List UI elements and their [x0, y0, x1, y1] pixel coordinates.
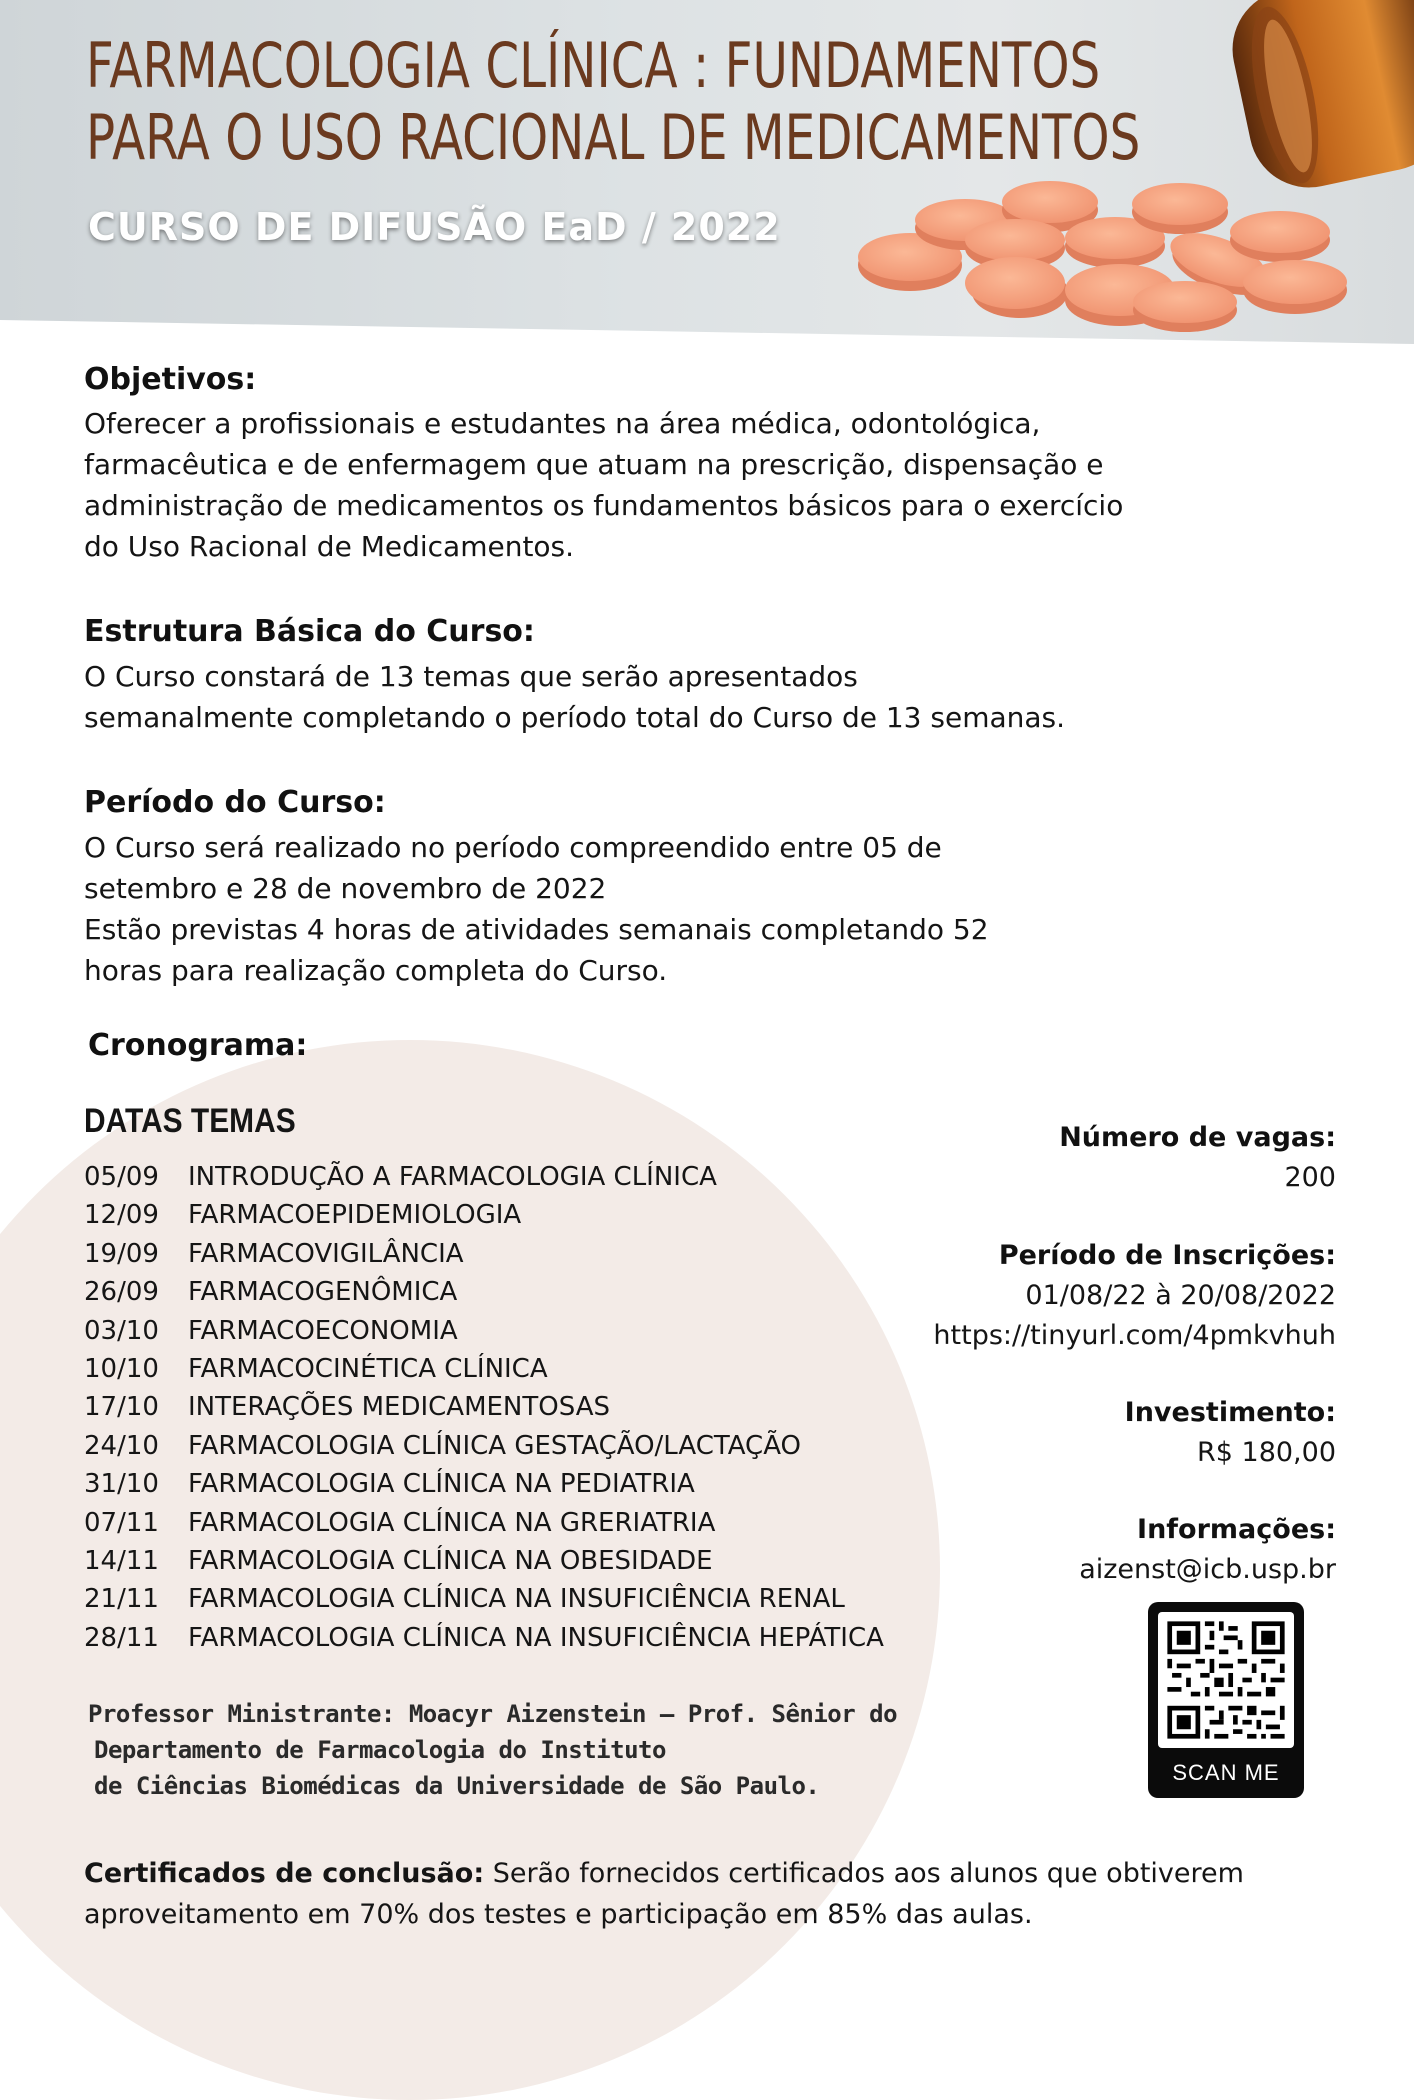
cronograma-heading: Cronograma: [88, 1028, 308, 1063]
qr-code-icon [1158, 1612, 1294, 1748]
schedule-theme: FARMACOLOGIA CLÍNICA NA GRERIATRIA [188, 1507, 716, 1538]
professor-info [88, 1696, 897, 1804]
schedule-theme: FARMACOLOGIA CLÍNICA NA INSUFICIÊNCIA HEPÁTICA [188, 1622, 884, 1653]
vagas-label: Número de vagas: [1059, 1122, 1336, 1153]
schedule-theme: FARMACOLOGIA CLÍNICA GESTAÇÃO/LACTAÇÃO [188, 1430, 802, 1461]
professor-line: de Ciências Biomédicas da Universidade de São Paulo. [94, 1772, 820, 1800]
title-line-2: PARA O USO RACIONAL DE MEDICAMENTOS [86, 101, 1141, 174]
schedule-date: 26/09 [84, 1277, 159, 1308]
estrutura-line: semanalmente completando o período total do Curso de 13 semanas. [84, 701, 1066, 734]
schedule-row [84, 1465, 884, 1503]
informacoes-block [1079, 1510, 1336, 1590]
schedule-theme: FARMACOGENÔMICA [188, 1277, 458, 1308]
periodo-heading: Período do Curso: [84, 785, 386, 820]
course-subtitle: CURSO DE DIFUSÃO EaD / 2022 [88, 205, 781, 249]
schedule-columns-label: DATAS TEMAS [84, 1102, 296, 1140]
periodo-line: O Curso será realizado no período compreendido entre 05 de [84, 831, 942, 864]
schedule-theme: FARMACOEPIDEMIOLOGIA [188, 1200, 522, 1231]
schedule-theme: FARMACOCINÉTICA CLÍNICA [188, 1353, 548, 1384]
schedule-date: 19/09 [84, 1238, 159, 1269]
periodo-text [84, 827, 989, 991]
objetivos-text [84, 403, 1123, 567]
schedule-theme: INTERAÇÕES MEDICAMENTOSAS [188, 1392, 611, 1423]
schedule-theme: FARMACOLOGIA CLÍNICA NA OBESIDADE [188, 1545, 713, 1576]
objetivos-line: farmacêutica e de enfermagem que atuam na prescrição, dispensação e [84, 448, 1104, 481]
schedule-date: 10/10 [84, 1353, 159, 1384]
schedule-row [84, 1158, 884, 1196]
schedule-date: 21/11 [84, 1584, 159, 1615]
periodo-line: setembro e 28 de novembro de 2022 [84, 872, 607, 905]
schedule-theme: INTRODUÇÃO A FARMACOLOGIA CLÍNICA [188, 1162, 717, 1192]
schedule-date: 24/10 [84, 1430, 159, 1461]
informacoes-label: Informações: [1137, 1514, 1336, 1545]
periodo-line: horas para realização completa do Curso. [84, 954, 668, 987]
qr-scan-label: SCAN ME [1172, 1760, 1280, 1785]
title-line-1: FARMACOLOGIA CLÍNICA : FUNDAMENTOS [86, 29, 1101, 102]
objetivos-line: do Uso Racional de Medicamentos. [84, 530, 575, 563]
schedule-row [84, 1350, 884, 1388]
investimento-label: Investimento: [1124, 1397, 1336, 1428]
vagas-value: 200 [1284, 1162, 1336, 1193]
certificados-line: Serão fornecidos certificados aos alunos que obtiverem [484, 1858, 1244, 1889]
schedule-date: 28/11 [84, 1622, 159, 1653]
schedule-row [84, 1580, 884, 1618]
investimento-value: R$ 180,00 [1197, 1437, 1336, 1468]
estrutura-line: O Curso constará de 13 temas que serão apresentados [84, 660, 858, 693]
schedule-list [84, 1158, 884, 1657]
periodo-line: Estão previstas 4 horas de atividades semanais completando 52 [84, 913, 989, 946]
schedule-row [84, 1312, 884, 1350]
inscricoes-dates: 01/08/22 à 20/08/2022 [1025, 1280, 1336, 1311]
estrutura-text [84, 656, 1065, 738]
schedule-theme: FARMACOLOGIA CLÍNICA NA INSUFICIÊNCIA RENAL [188, 1584, 845, 1615]
professor-line: Professor Ministrante: Moacyr Aizenstein – Prof. Sênior do [88, 1700, 898, 1728]
pills-icon [858, 181, 1347, 332]
estrutura-heading: Estrutura Básica do Curso: [84, 614, 535, 649]
certificados-line: aproveitamento em 70% dos testes e participação em 85% das aulas. [84, 1899, 1033, 1930]
investimento-block [1125, 1393, 1336, 1473]
vagas-block [1059, 1118, 1336, 1198]
schedule-date: 14/11 [84, 1545, 159, 1576]
schedule-date: 12/09 [84, 1200, 159, 1231]
schedule-date: 03/10 [84, 1315, 159, 1346]
schedule-row [84, 1427, 884, 1465]
informacoes-email[interactable]: aizenst@icb.usp.br [1079, 1554, 1336, 1585]
objetivos-heading: Objetivos: [84, 362, 257, 397]
schedule-row [84, 1504, 884, 1542]
schedule-row [84, 1542, 884, 1580]
inscricoes-block [933, 1236, 1336, 1356]
schedule-row [84, 1619, 884, 1657]
schedule-row [84, 1388, 884, 1426]
objetivos-line: Oferecer a profissionais e estudantes na área médica, odontológica, [84, 407, 1041, 440]
certificados-text [84, 1853, 1244, 1935]
schedule-row [84, 1235, 884, 1273]
schedule-row [84, 1196, 884, 1234]
header-banner [0, 0, 1414, 350]
pills-bottle-image [840, 0, 1414, 350]
bottle-icon [1221, 0, 1414, 199]
schedule-date: 05/09 [84, 1162, 159, 1192]
schedule-date: 07/11 [84, 1507, 159, 1538]
qr-code[interactable] [1148, 1602, 1304, 1798]
inscricoes-label: Período de Inscrições: [998, 1240, 1336, 1271]
schedule-row [84, 1273, 884, 1311]
certificados-label: Certificados de conclusão: [84, 1858, 485, 1889]
professor-line: Departamento de Farmacologia do Instituto [94, 1736, 666, 1764]
schedule-date: 17/10 [84, 1392, 159, 1423]
objetivos-line: administração de medicamentos os fundamentos básicos para o exercício [84, 489, 1124, 522]
inscricoes-link[interactable]: https://tinyurl.com/4pmkvhuh [933, 1320, 1336, 1351]
schedule-theme: FARMACOVIGILÂNCIA [188, 1238, 464, 1269]
schedule-date: 31/10 [84, 1469, 159, 1500]
schedule-theme: FARMACOECONOMIA [188, 1315, 458, 1346]
schedule-theme: FARMACOLOGIA CLÍNICA NA PEDIATRIA [188, 1469, 695, 1500]
